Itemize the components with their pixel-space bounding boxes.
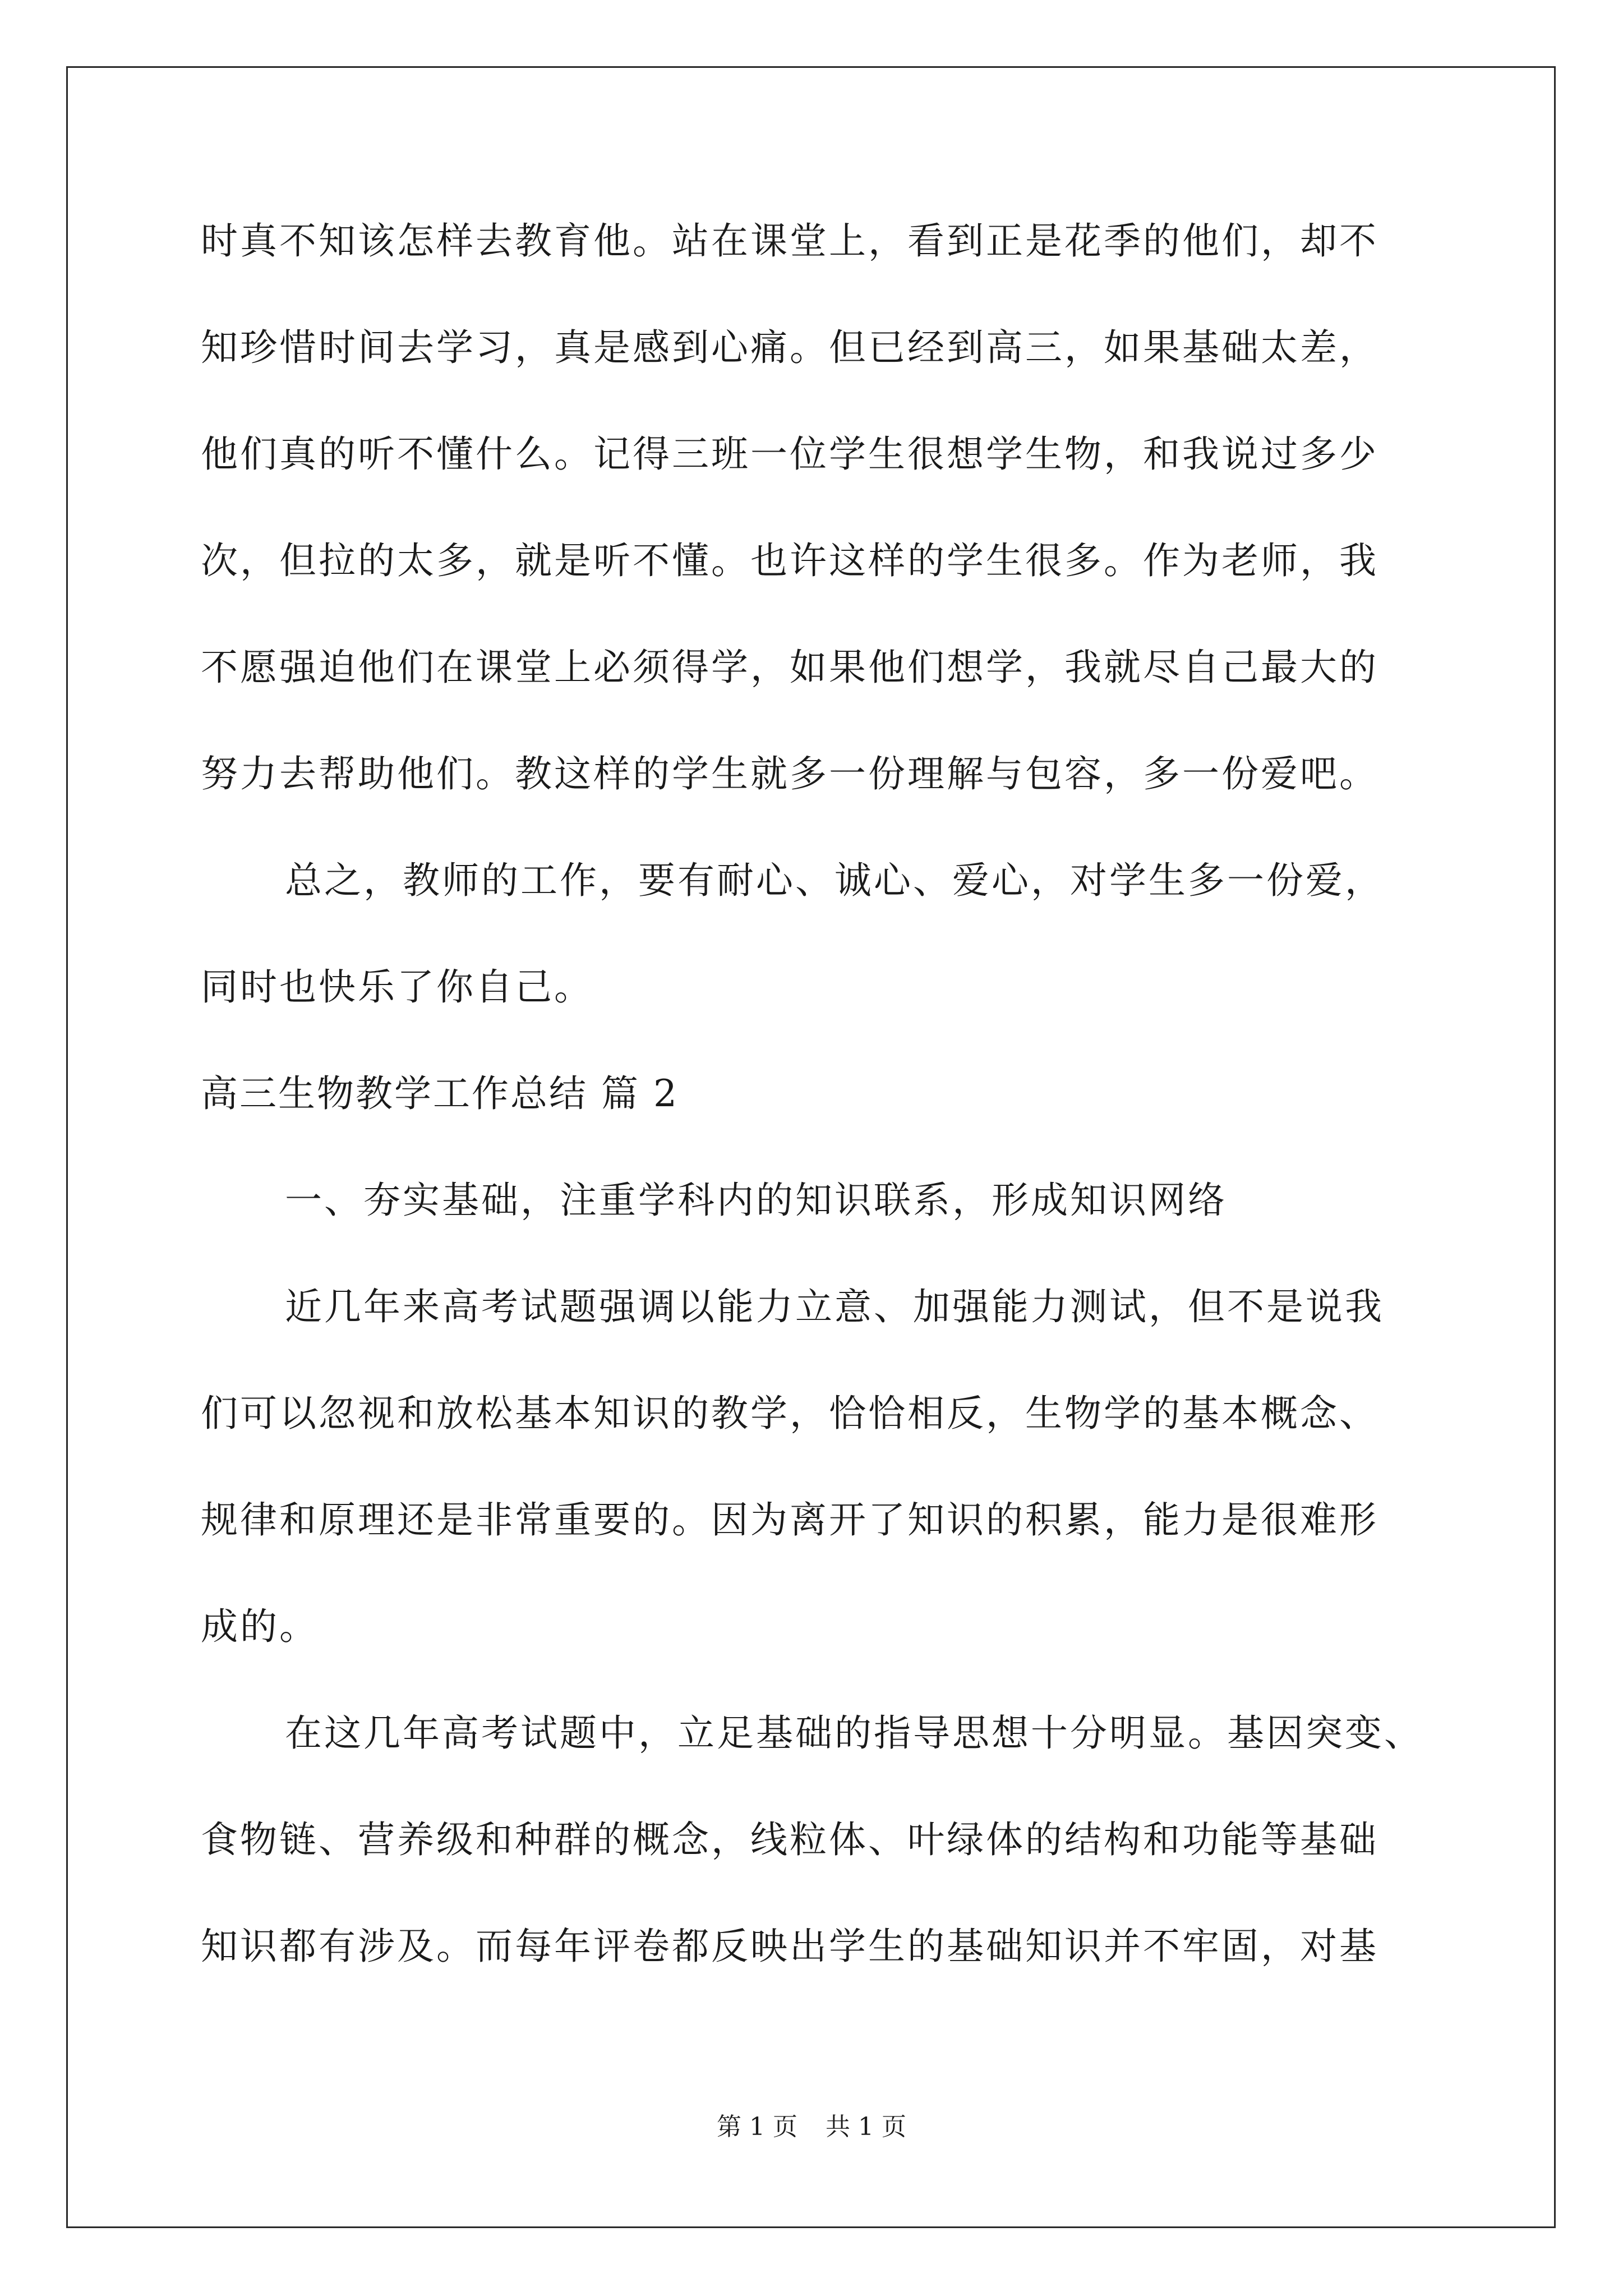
section-heading: 高三生物教学工作总结 篇 2 bbox=[201, 1072, 679, 1115]
text-line-17: 知识都有涉及。而每年评卷都反映出学生的基础知识并不牢固，对基 bbox=[201, 1925, 1378, 1968]
text-line-15: 在这几年高考试题中，立足基础的指导思想十分明显。基因突变、 bbox=[285, 1711, 1423, 1755]
text-line-4: 次，但拉的太多，就是听不懂。也许这样的学生很多。作为老师，我 bbox=[201, 539, 1378, 582]
page-number-current: 第 1 页 bbox=[717, 2113, 797, 2141]
text-line-8: 同时也快乐了你自己。 bbox=[201, 965, 593, 1009]
text-line-11: 近几年来高考试题强调以能力立意、加强能力测试，但不是说我 bbox=[285, 1285, 1384, 1328]
page-number-total: 共 1 页 bbox=[826, 2113, 906, 2141]
text-line-6: 努力去帮助他们。教这样的学生就多一份理解与包容，多一份爱吧。 bbox=[201, 752, 1378, 795]
page-footer bbox=[0, 2106, 1623, 2142]
text-line-14: 成的。 bbox=[201, 1605, 319, 1648]
text-line-13: 规律和原理还是非常重要的。因为离开了知识的积累，能力是很难形 bbox=[201, 1498, 1378, 1542]
text-line-3: 他们真的听不懂什么。记得三班一位学生很想学生物，和我说过多少 bbox=[201, 432, 1378, 476]
subsection-heading: 一、夯实基础，注重学科内的知识联系，形成知识网络 bbox=[285, 1179, 1227, 1222]
document-body bbox=[201, 213, 1423, 2025]
text-line-1: 时真不知该怎样去教育他。站在课堂上，看到正是花季的他们，却不 bbox=[201, 219, 1378, 263]
text-line-7: 总之，教师的工作，要有耐心、诚心、爱心，对学生多一份爱， bbox=[285, 859, 1384, 902]
text-line-2: 知珍惜时间去学习，真是感到心痛。但已经到高三，如果基础太差， bbox=[201, 326, 1378, 369]
text-line-5: 不愿强迫他们在课堂上必须得学，如果他们想学，我就尽自己最大的 bbox=[201, 646, 1378, 689]
text-line-16: 食物链、营养级和种群的概念，线粒体、叶绿体的结构和功能等基础 bbox=[201, 1818, 1378, 1861]
text-line-12: 们可以忽视和放松基本知识的教学，恰恰相反，生物学的基本概念、 bbox=[201, 1392, 1378, 1435]
